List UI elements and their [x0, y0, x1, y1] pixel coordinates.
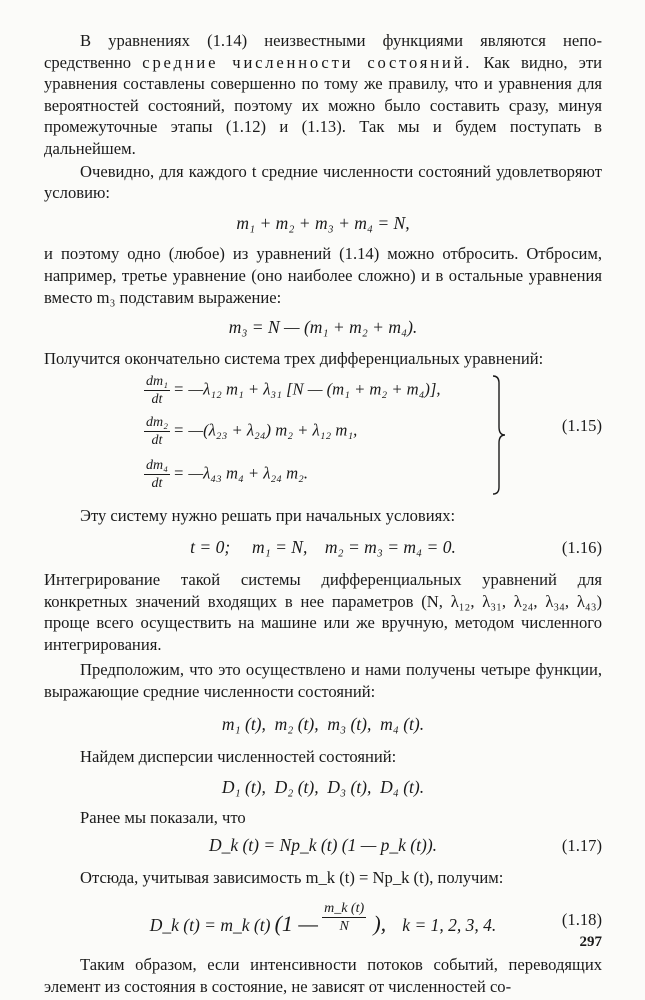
system-row-2 — [144, 414, 357, 449]
equation-rhs: = —(λ₂₃ + λ₂₄) m₂ + λ₁₂ m₁, — [172, 420, 358, 440]
equation-initial-conditions — [44, 537, 602, 559]
fraction-denominator: dt — [151, 476, 163, 492]
paragraph-11: Таким образом, если интенсивности потоков событий, переводящих элемент из состояния в состояние, не зависят от численностей со- — [44, 955, 602, 997]
equation-text: D_k (t) = m_k (t) — [149, 914, 271, 935]
system-row-3 — [144, 457, 308, 492]
paragraph-3: и поэтому одно (любое) из уравнений (1.14) можно отбросить. Отбросим, например, третье уравнение (оно наиболее сложно) и в остальные уравнения вместо m₃ подставим выражение: — [44, 244, 602, 307]
equation-rhs: = —λ₁₂ m₁ + λ₃₁ [N — (m₁ + m₂ + m₄)], — [172, 379, 441, 399]
equation-text: D_k (t) = Np_k (t) (1 — p_k (t)). — [208, 834, 438, 855]
equation-sum: m₁ + m₂ + m₃ + m₄ = N, — [236, 212, 410, 233]
equation-text: k = 1, 2, 3, 4. — [402, 914, 497, 935]
paragraph-9: Ранее мы показали, что — [80, 808, 246, 828]
emphasized-text: средние численности состояний. — [142, 52, 473, 72]
equation-text: (1 — — [274, 910, 318, 936]
paragraph-1 — [44, 30, 602, 160]
equation-system — [44, 373, 602, 499]
system-row-1 — [144, 373, 441, 408]
text-line: В уравнениях (1.14) неизвестными функциями являются непо- — [80, 31, 602, 50]
page-number: 297 — [579, 934, 602, 950]
fraction-numerator: m_k (t) — [324, 901, 365, 917]
paragraph-2: Очевидно, для каждого t средние численности состояний удовлетворяют условию: — [44, 161, 602, 203]
paragraph-6: Интегрирование такой системы дифференциальных уравнений для конкретных значений входящих в нее параметров (N, λ₁₂, λ₃₁, λ₂₄, λ₃₄, λ₄₃) проще всего осуществить на машине или же вручную, методом численного интегрирования. — [44, 569, 602, 654]
equation-number: (1.18) — [561, 910, 602, 930]
paragraph-7: Предположим, что это осуществлено и нами получены четыре функции, выражающие средние численности состояний: — [44, 660, 602, 701]
fraction-numerator: dm₁ — [146, 374, 168, 390]
equation-dk — [44, 835, 602, 857]
fraction-numerator: dm₂ — [146, 415, 168, 431]
paragraph-4: Получится окончательно система трех дифференциальных уравнений: — [44, 348, 544, 368]
paragraph-10: Отсюда, учитывая зависимость m_k (t) = Np_k (t), получим: — [80, 867, 504, 887]
fraction-numerator: dm₄ — [146, 458, 168, 474]
paragraph-8: Найдем дисперсии численностей состояний: — [80, 747, 397, 767]
equation-number: (1.16) — [561, 537, 602, 557]
page-body — [44, 30, 602, 998]
equation-number: (1.15) — [561, 416, 602, 436]
equation-dispersions: D₁ (t), D₂ (t), D₃ (t), D₄ (t). — [221, 776, 425, 797]
equation-m3: m₃ = N — (m₁ + m₂ + m₄). — [228, 317, 418, 338]
equation-text: t = 0; m₁ = N, m₂ = m₃ = m₄ = 0. — [190, 536, 456, 557]
fraction-denominator: dt — [151, 433, 163, 449]
text-span: Как — [483, 52, 510, 72]
equation-number: (1.17) — [561, 835, 602, 855]
fraction-denominator: dt — [151, 392, 163, 408]
variance-fraction — [322, 900, 366, 935]
equation-dk-variance — [44, 900, 602, 940]
equation-rhs: = —λ₄₃ m₄ + λ₂₄ m₂. — [172, 463, 308, 483]
derivative-fraction — [144, 373, 170, 408]
right-brace-icon — [492, 375, 506, 495]
text-span: видно, эти уравнения составлены совершенно по тому же правилу, что и уравнения для вероятностей состояний, поэтому их можно было составить сразу, минуя промежуточные этапы (1.12) и (1.13). Так мы и будем поступать в дальнейшем. — [44, 52, 602, 158]
paragraph-5: Эту систему нужно решать при начальных условиях: — [80, 506, 456, 526]
derivative-fraction — [144, 457, 170, 492]
fraction-denominator: N — [339, 919, 349, 935]
text-span: средственно — [44, 52, 132, 72]
equation-functions: m₁ (t), m₂ (t), m₃ (t), m₄ (t). — [221, 714, 425, 735]
derivative-fraction — [144, 414, 170, 449]
equation-text: ), — [373, 910, 387, 936]
